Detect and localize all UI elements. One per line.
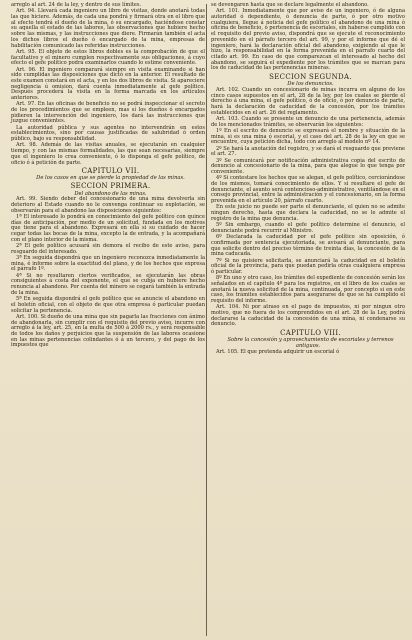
paragraph: 1ª El interesado lo pondrá en conocimiento del gefe político con quince días de anticipación, por medio de un solicitud, fundada en los motivos que tiene para el abandono. Expresará en ella si su cuidado de hacer cegar todas las bocas de la mina, excepto la de entrada, y la acompañará con el plano interior de la misma. — [11, 213, 205, 243]
paragraph: Art. 102. Cuando un concesionario de minas incurra en alguno de los cinco casos supuestos en el art. 28 de la ley, por los cuales se pierde el derecho á una mina, el gefe político, ó de oficio, ó por denuncio de parte, hará la declaración de caducidad de la concesión, por los trámites establecidos en el art. 26 del reglamento. — [211, 86, 405, 116]
paragraph: 4º Si contestare los hechos que se alegan, el gefe político, cerciorándose de los mismos, tomará conocimiento de ellos. Y si resultare el gefe de denunciante, el asunto será contencioso-administrativo, ventilándose en el consejo provincial, entre la administración y el concesionario, en la forma prevenida en el artículo 20, párrafo cuarto. — [211, 175, 405, 205]
left-column — [11, 3, 205, 350]
paragraph: Art. 101. Inmediatamente que por aviso de un ingeniero, ó de alguna autoridad ó dependiente, ó denuncia de parte, ó por otro motivo cualquiera, llegue á noticia del gefe político el abandono de una mina ó oficina de beneficio, ó pertenencia de escoriales, sin haberse cumplido con el requisito del previo aviso, dispondrá que se ejecute el reconocimiento prevenido en el párrafo tercero del art. 99, y por el informe que dé el ingeniero, hará la declaración oficial del abandono, exigiendo al que le hizo, la responsabilidad en la forma prevenida en el párrafo cuarto del citado art. 99. En caso de que comparezcan el interesado al hecho del abandono, se seguirá el expediente por los trámites que se marcan para los de caducidad de las pertenencias mineras. — [211, 8, 405, 72]
paragraph: Art. 94. Llevará cada ingeniero un libro de visitas, donde anotará todas las que hiciere. Además, de cada una pondrá y firmará otra en el libro que al efecto tendrá el dueño de la mina, ó su encargado, haciéndose constar su aquella el estado de las labores, las observaciones que hubiere hecho sobre las mismas, y las instrucciones que diere. Firmarán también el acta los dichos libros el dueño ó encargado de la mina, empresas de habilitación comunicado las referidas instrucciones. — [11, 8, 205, 49]
paragraph: 5ª En seguida dispondrá el gefe político que se anuncie el abandono en el boletín oficial, con el objeto de que otra empresa ó particular puedan solicitar la pertenencia. — [11, 296, 205, 314]
paragraph: 2º Se hará la anotación del registro, y se dará el resguardo que previene el art. 27. — [211, 145, 405, 158]
paragraph: Art. 98. Además de las visitas anuales, se ejecutarán en cualquier tiempo, y con las mismas formalidades, las que sean necesarias, siempre que el ingeniero lo crea conveniente, ó lo disponga el gefe político, de oficio ó á petición de parte. — [11, 142, 205, 166]
paragraph: Art. 99. Siendo deber del concesionario de una mina devolverla sin deterioro al Estado cuando no le convenga continuar su explotación, se observarán para el abandono las disposiciones siguientes: — [11, 196, 205, 214]
section-subtitle: De los denuncios. — [287, 81, 334, 88]
section-heading: CAPITULO VIII. — [280, 328, 341, 337]
section-subtitle: De los casos en que se pierde la propiedad de las minas. — [36, 175, 185, 182]
section-heading: CAPITULO VII. — [81, 166, 140, 175]
paragraph: Art. 104. Ni por atraso en el pago de impuestos, ni por ningun otro motivo, que no fuera de los comprendidos en el art. 28 de la Ley, podrá declararse la caducidad de la concesión de una mina, ni condenarse su denuncio. — [211, 304, 405, 328]
paragraph: Art. 97. En las oficinas de beneficio no se podrá inspeccionar el secreto de los procedimientos que se empleen, mas sí los dueños ó encargados pidieren la intervención del ingeniero, los dará las instrucciones que juzgue convenientes. — [11, 101, 205, 125]
section-subtitle: Del abandono de las minas. — [74, 190, 147, 197]
paragraph: La autoridad pública y sus agentes no intervendrán en estos establecimientos, sino por causas justificadas de salubridad ó orden público, bajo su responsabilidad. — [11, 124, 205, 143]
paragraph: Art. 105. El que pretenda adquirir un escorial ó — [216, 348, 340, 355]
section-heading: SECCION SEGUNDA. — [269, 72, 352, 81]
paragraph: 6º Declarada la caducidad por el gefe político sin oposición, ó confirmada por sentencia ejecutoriada, se avisará al denunciante, para que solicite dentro del preciso término de treinta días, la concesión de la mina caducada. — [211, 234, 405, 258]
paragraph: 7º Si no quisiere solicitarla, se anunciará la caducidad en el boletín oficial de la provincia, para que puedan pedirla otras cualquiera empresa ó particular. — [211, 257, 405, 275]
paragraph: Art. 96. El ingeniero comparará siempre en visita examinando si han sido cumplidas las disposiciones que dictó en la anterior. El resultado de este examen constará en el acta, y en los dos libros de visita. Si apareciere negligencia ú omision, dará cuenta inmediatamente al gefe político. Después procederá la visita en la forma marcada en los artículos anteriores. — [11, 66, 205, 102]
paragraph: En este juicio no puede ser parte el denunciante, el quien no se admite ningun derecho, hasta que declara la caducidad, no se le admite el registro de la mina que denuncia. — [211, 204, 405, 222]
paragraph: 3º Se comunicará por notificación administrativa copia del escrito de denuncio al concesionario de la mina, para que alegue lo que tenga por conveniente. — [211, 157, 405, 176]
paragraph: 3ª En seguida dispondrá que un ingeniero reconozca inmediatamente la mina, é informe sobre la exactitud del plano, y de los hechos que expresa el párrafo 1º. — [11, 255, 205, 273]
paragraph: Art. 103. Cuando se presente un denuncio de una pertenencia, además de los mencionados trámites, se observarán los siguientes: — [211, 115, 405, 128]
section-subtitle: Sobre la concesión y aprovechamiento de escoriales y terrenos antiguos. — [227, 337, 394, 350]
paragraph: 5º Sin embargo, cuando el gefe político determine el denuncio, el denunciante podrá recurrir al Ministro. — [211, 222, 405, 234]
paragraph: se devengaren hasta que se declare legalmente el abandono. — [211, 2, 369, 8]
right-column — [211, 3, 405, 356]
paragraph: arreglo al art. 24 de la ley, y dentro de sus límites. — [11, 2, 142, 8]
paragraph: Art. 95. El objeto de estos libros dobles es la comprobación de que el facultativo y el minero cumplen respectivamente sus obligaciones, á cuyo efecto el gefe político podrá examinarlos cuando lo estime conveniente. — [11, 48, 205, 67]
paragraph: Art. 100. Si dueño de una mina que sin pagarla las fracciones con ánimo de abandonarla, sin cumplir con el requisito del previo aviso, incurre con arreglo á la ley, art. 25, en la multa de 500 á 2000 rs., y será responsable de todos los daños y perjuicios que la suspensión de las labores ocasione en las minas pertenencias colindantes ó á un tercero, y del pago de los impuestos que — [11, 313, 205, 349]
column-rule — [206, 4, 207, 636]
section-heading: SECCION PRIMERA. — [70, 182, 151, 191]
paragraph: 1º En el escrito de denuncio se expresará el nombre y situación de la mina, si es una mina ó escorial, y el caso del art. 28 de la ley en que se encuentre, cuya petición dicha, todo con arreglo al modelo nº 14. — [211, 127, 405, 146]
paragraph: 4ª Si no resultaren ciertos verificados, se ejecutarán las obras consiguientes á costa del exponente, el que se cubja en hubiere hecho renuncia al abandono. Por cuenta del minero se cegará también la entrada de la mina. — [11, 272, 205, 296]
paragraph: 2ª El gefe político acusará sin demora el recibo de este aviso, para resguardo del interesado. — [11, 243, 205, 255]
paragraph: 8º En uno y otro caso, los trámites del expediente de concesión serán los señalados en el capítulo 4º para los registros, en el libro de los cuales se anotará la nueva solicitud de la mina, continuada, por concepto si en este caso, los trámites establecidos para asegurarse de que se ha cumplido el requisito del informe. — [211, 275, 405, 305]
